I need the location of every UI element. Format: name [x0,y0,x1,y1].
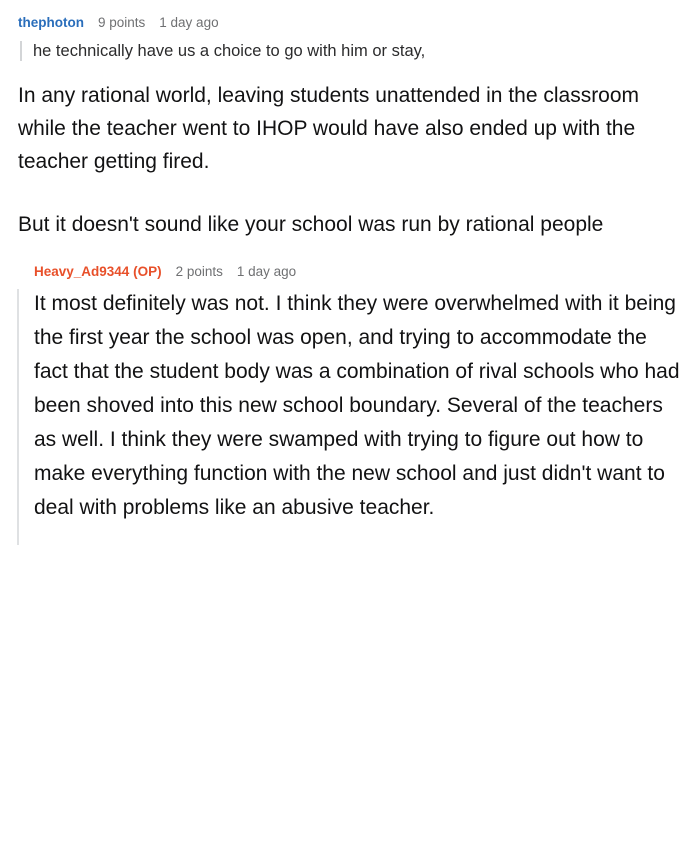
reply-paragraph: It most definitely was not. I think they were overwhelmed with it being the first year the school was open, and trying to accommodate the fact that the student body was a combination of rival schools who had been shoved into this new school boundary. Several of the teachers as well. I think they were swamped with trying to figure out how to make everything function with the new school and just didn't want to deal with problems like an abusive teacher. [34,292,680,519]
reply-timestamp: 1 day ago [236,264,297,279]
comment-paragraph: But it doesn't sound like your school was run by rational people [18,213,604,236]
reply-comment [16,263,684,525]
reply-points: 2 points [175,264,223,279]
quoted-text: he technically have us a choice to go with him or stay, [20,39,684,63]
comment-body [18,79,684,241]
comment-paragraph: In any rational world, leaving students unattended in the classroom while the teacher went to IHOP would have also ended up with the teacher getting fired. [18,84,640,173]
reply-meta [34,263,684,281]
reply-body [34,287,684,525]
comment-timestamp: 1 day ago [159,15,219,30]
comment-author[interactable]: thephoton [18,15,84,30]
reply-author[interactable]: Heavy_Ad9344 (OP) [34,264,162,279]
comment-points: 9 points [97,15,146,30]
comment-meta [18,14,684,32]
comment-top [16,14,684,241]
